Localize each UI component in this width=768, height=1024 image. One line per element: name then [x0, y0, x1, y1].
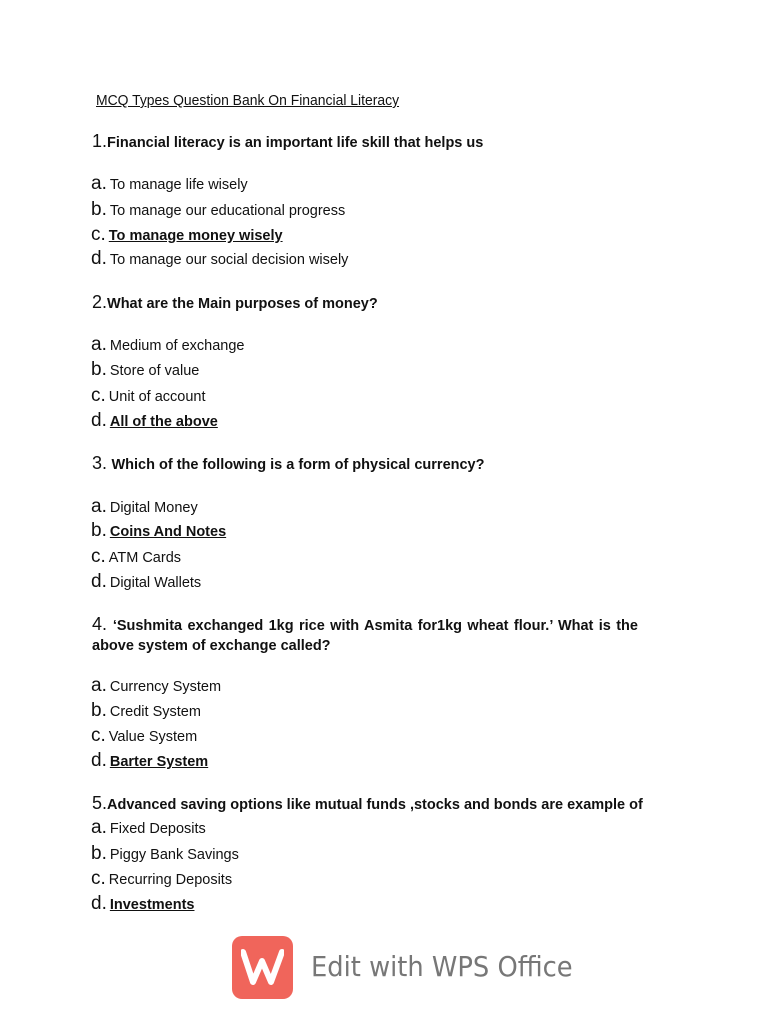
option-letter: d. [91, 248, 107, 269]
option-1d [91, 248, 348, 270]
question-text: Advanced saving options like mutual funds ,stocks and bonds are example of [107, 797, 643, 813]
option-3a [91, 496, 198, 518]
question-1 [92, 131, 483, 152]
question-number: 2. [92, 292, 108, 312]
option-text: Fixed Deposits [109, 821, 206, 837]
option-3c [91, 546, 181, 568]
option-text: Piggy Bank Savings [109, 847, 239, 863]
option-text: Barter System [109, 754, 209, 770]
question-number: 5. [92, 793, 108, 813]
question-5 [92, 793, 643, 814]
option-4b [91, 700, 201, 722]
question-text: Which of the following is a form of physical currency? [111, 457, 485, 473]
option-letter: d. [91, 410, 107, 431]
option-text: Medium of exchange [109, 338, 245, 354]
wps-w-glyph-icon [241, 948, 284, 986]
option-3b-correct [91, 520, 226, 542]
option-letter: c. [91, 725, 106, 746]
option-text: ATM Cards [108, 550, 182, 566]
option-text: Value System [108, 729, 198, 745]
option-letter: c. [91, 224, 106, 245]
option-letter: c. [91, 385, 106, 406]
option-2b [91, 359, 199, 381]
option-text: Store of value [109, 363, 200, 379]
question-4 [92, 614, 638, 656]
option-text: Recurring Deposits [108, 872, 233, 888]
option-3d [91, 571, 201, 593]
option-4d-correct [91, 750, 208, 772]
wps-logo-icon[interactable] [232, 936, 293, 999]
option-letter: a. [91, 496, 107, 517]
question-number: 1. [92, 131, 108, 151]
question-number: 4. [92, 614, 108, 634]
option-letter: b. [91, 843, 107, 864]
option-1b [91, 199, 345, 221]
option-text: Unit of account [108, 389, 206, 405]
option-5d-correct [91, 893, 194, 915]
option-5a [91, 817, 206, 839]
option-letter: d. [91, 893, 107, 914]
document-title: MCQ Types Question Bank On Financial Literacy [96, 93, 400, 109]
option-2c [91, 385, 206, 407]
question-number: 3. [92, 453, 108, 473]
option-letter: a. [91, 817, 107, 838]
option-letter: b. [91, 359, 107, 380]
wps-edit-label[interactable]: Edit with WPS Office [311, 950, 573, 983]
option-letter: b. [91, 700, 107, 721]
option-5b [91, 843, 239, 865]
question-text: ‘Sushmita exchanged 1kg rice with Asmita for1kg wheat flour.’ What is the above system of exchange called? [92, 618, 638, 654]
option-2d-correct [91, 410, 218, 432]
option-2a [91, 334, 244, 356]
option-letter: b. [91, 199, 107, 220]
option-4c [91, 725, 197, 747]
option-text: Coins And Notes [109, 524, 227, 540]
option-letter: a. [91, 675, 107, 696]
option-text: Digital Money [109, 500, 198, 516]
option-text: Digital Wallets [109, 575, 202, 591]
option-5c [91, 868, 232, 890]
option-letter: a. [91, 334, 107, 355]
option-text: To manage money wisely [108, 228, 283, 244]
question-text: What are the Main purposes of money? [107, 296, 378, 312]
question-text: Financial literacy is an important life skill that helps us [107, 135, 484, 151]
option-letter: b. [91, 520, 107, 541]
option-text: Credit System [109, 704, 201, 720]
option-text: To manage our social decision wisely [109, 252, 349, 268]
question-2 [92, 292, 378, 313]
option-text: To manage life wisely [109, 177, 248, 193]
option-1a [91, 173, 248, 195]
question-3 [92, 453, 484, 474]
option-text: To manage our educational progress [109, 203, 346, 219]
option-letter: c. [91, 868, 106, 889]
option-text: Currency System [109, 679, 222, 695]
option-letter: d. [91, 750, 107, 771]
option-letter: c. [91, 546, 106, 567]
option-letter: d. [91, 571, 107, 592]
option-letter: a. [91, 173, 107, 194]
option-text: All of the above [109, 414, 218, 430]
option-text: Investments [109, 897, 195, 913]
option-1c-correct [91, 224, 283, 246]
option-4a [91, 675, 221, 697]
